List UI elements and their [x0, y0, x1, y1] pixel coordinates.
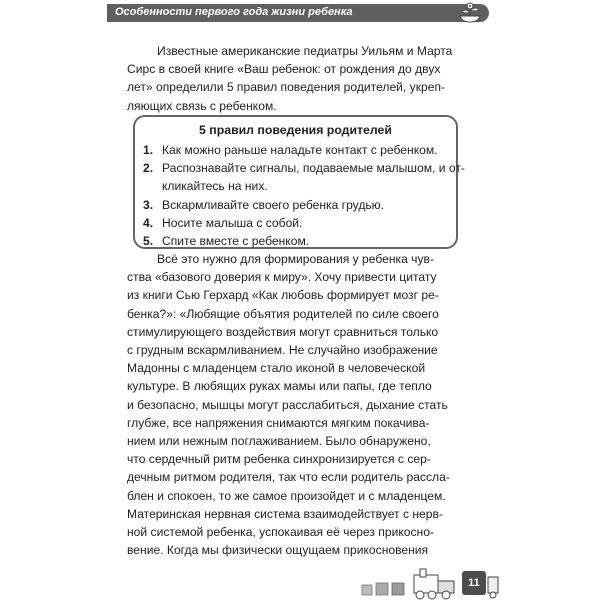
text-line: нием или нежным поглаживанием. Было обнаружено,	[127, 434, 431, 449]
running-header	[107, 4, 489, 22]
text-line: что сердечный ритм ребенка синхронизируется с сер-	[127, 452, 431, 467]
text-line: Известные американские педиатры Уильям и Марта	[157, 44, 453, 58]
text-line: Всё это нужно для формирования у ребенка чув-	[157, 252, 434, 266]
text-line: и безопасно, мышцы могут расслабиться, дыхание стать	[127, 397, 448, 412]
text-line: ства «базового доверия к миру». Хочу привести цитату	[127, 270, 437, 285]
rule-item	[143, 232, 448, 250]
page-number: 11	[462, 571, 486, 595]
rule-text: Распознавайте сигналы, подаваемые малышом, и от-	[162, 161, 465, 176]
rule-text: Спите вместе с ребенком.	[162, 234, 310, 249]
text-line: Сирс в своей книге «Ваш ребенок: от рождения до двух	[127, 62, 441, 77]
rule-number: 4.	[143, 215, 154, 230]
text-line: культуре. В любящих руках мамы или папы, где тепло	[127, 379, 432, 394]
rule-text: Как можно раньше наладьте контакт с ребенком.	[162, 143, 438, 157]
rule-number: 2.	[143, 161, 154, 176]
rule-item	[143, 141, 448, 159]
flower-pot-icon	[450, 0, 490, 24]
main-paragraph	[127, 250, 472, 559]
text-line: стимулирующего воздействия могут сравниться только	[127, 324, 439, 339]
rule-text: кликайтесь на них.	[162, 179, 268, 194]
text-line: дечным ритмом родителя, так что если родитель рассла-	[127, 470, 450, 485]
text-line: ляющих связь с ребенком.	[127, 98, 277, 113]
text-line: Мадонны с младенцем стало иконой в человеческой	[127, 361, 426, 376]
text-line: Материнская нервная система взаимодействует с нерв-	[127, 506, 443, 521]
rule-item	[143, 159, 465, 195]
rule-number: 3.	[143, 197, 154, 212]
text-line: из книги Сью Герхард «Как любовь формирует мозг ре-	[127, 288, 439, 303]
rule-item	[143, 214, 448, 232]
text-line: бенка?»: «Любящие объятия родителей по силе своего	[127, 306, 439, 321]
rules-box	[133, 115, 465, 249]
text-line: блен и спокоен, то же самое произойдет и с младенцем.	[127, 488, 446, 503]
intro-paragraph	[127, 42, 472, 115]
text-line: лет» определили 5 правил поведения родителей, укреп-	[127, 80, 446, 95]
rule-text: Носите малыша с собой.	[162, 215, 303, 230]
rule-text: Вскармливайте своего ребенка грудью.	[162, 197, 385, 212]
rule-item	[143, 196, 448, 214]
rules-list	[143, 141, 465, 250]
rule-number: 5.	[143, 234, 154, 249]
text-line: с грудным вскармливанием. Не случайно изображение	[127, 343, 438, 358]
running-header-title: Особенности первого года жизни ребенка	[115, 6, 353, 18]
rule-number: 1.	[143, 143, 154, 157]
text-line: ной системой ребенка, успокаивая её через прикосно-	[127, 525, 434, 540]
text-line: вение. Когда мы физически ощущаем прикосновения	[127, 543, 429, 558]
rules-box-title: 5 правил поведения родителей	[199, 123, 392, 137]
text-line: глубже, все напряжения снимаются мягким покачива-	[127, 415, 430, 430]
